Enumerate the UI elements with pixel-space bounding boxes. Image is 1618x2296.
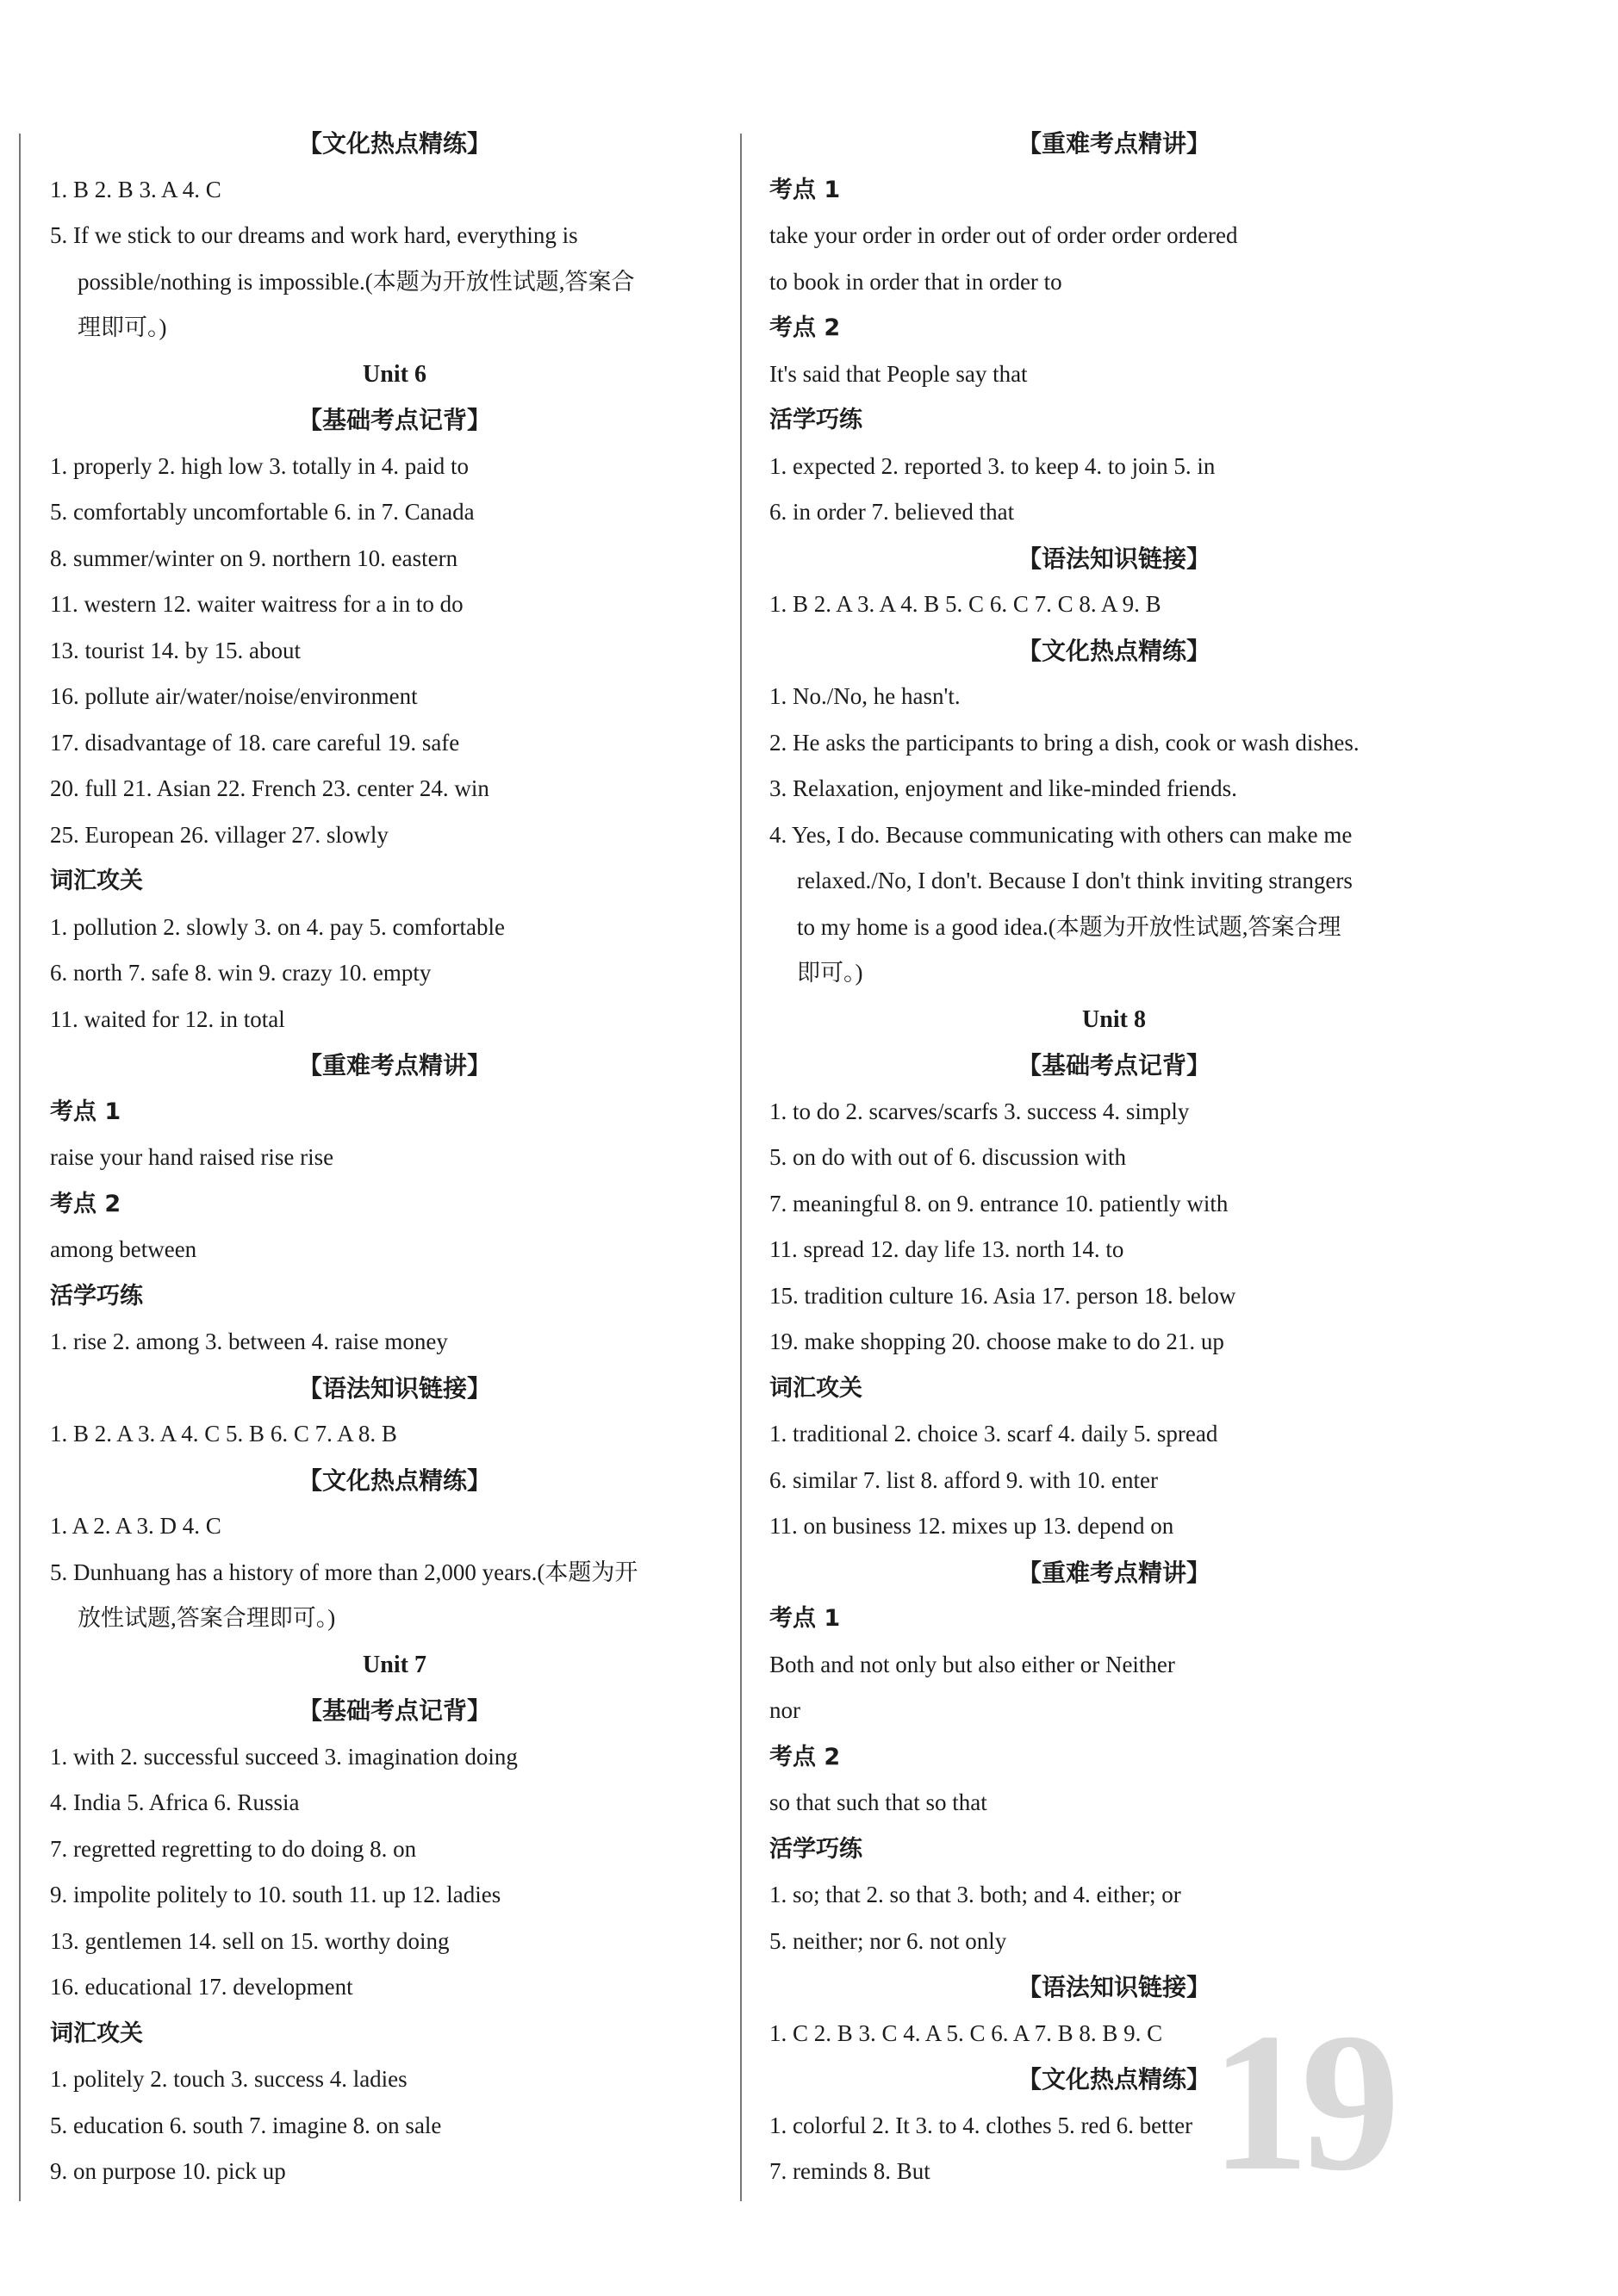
answer-line: 放性试题,答案合理即可。) <box>78 1605 336 1631</box>
answer-line: so that such that so that <box>769 1789 987 1815</box>
answer-line: Both and not only but also either or Neither <box>769 1651 1175 1677</box>
answer-line: 1. to do 2. scarves/scarfs 3. success 4. simply <box>769 1098 1190 1124</box>
subsection-label: 词汇攻关 <box>50 2019 143 2047</box>
answer-line: 理即可。) <box>78 314 167 340</box>
section-heading: 【基础考点记背】 <box>297 1696 491 1725</box>
answer-line: 11. western 12. waiter waitress for a in to do <box>50 591 464 617</box>
answer-line: to my home is a good idea.(本题为开放性试题,答案合理 <box>797 913 1341 940</box>
answer-line: nor <box>769 1697 800 1723</box>
answer-line: 15. tradition culture 16. Asia 17. person 18. below <box>769 1282 1236 1309</box>
answer-line: 16. educational 17. development <box>50 1974 353 2000</box>
subsection-label: 活学巧练 <box>50 1282 143 1310</box>
answer-line: 11. spread 12. day life 13. north 14. to <box>769 1236 1124 1262</box>
answer-line: 5. neither; nor 6. not only <box>769 1927 1007 1954</box>
answer-line: among between <box>50 1236 197 1262</box>
section-heading: 【文化热点精练】 <box>297 129 491 158</box>
subsection-label: 词汇攻关 <box>50 868 143 894</box>
section-heading: 【重难考点精讲】 <box>1017 1558 1210 1587</box>
answer-line: 5. comfortably uncomfortable 6. in 7. Canada <box>50 499 475 525</box>
answer-line: 3. Relaxation, enjoyment and like-minded friends. <box>769 775 1237 801</box>
section-heading: 【文化热点精练】 <box>1017 2065 1210 2094</box>
subsection-label: 考点 1 <box>769 1605 841 1632</box>
answer-line: 1. No./No, he hasn't. <box>769 683 961 709</box>
answer-line: 5. education 6. south 7. imagine 8. on sale <box>50 2112 442 2138</box>
section-heading: 【文化热点精练】 <box>297 1465 491 1495</box>
section-heading: 【基础考点记背】 <box>1017 1051 1210 1080</box>
answer-line: 16. pollute air/water/noise/environment <box>50 683 418 709</box>
answer-line: possible/nothing is impossible.(本题为开放性试题,答案合 <box>78 268 635 295</box>
answer-line: 11. on business 12. mixes up 13. depend on <box>769 1513 1174 1539</box>
subsection-label: 活学巧练 <box>769 1835 862 1863</box>
answer-line: 即可。) <box>797 960 863 986</box>
answer-line: 2. He asks the participants to bring a dish, cook or wash dishes. <box>769 729 1360 756</box>
section-heading: 【语法知识链接】 <box>1017 1973 1210 2001</box>
answer-line: 1. C 2. B 3. C 4. A 5. C 6. A 7. B 8. B 9. C <box>769 2019 1163 2046</box>
subsection-label: 活学巧练 <box>769 407 862 433</box>
answer-line: 1. politely 2. touch 3. success 4. ladies <box>50 2066 408 2092</box>
answer-line: 9. on purpose 10. pick up <box>50 2158 286 2184</box>
answer-line: 1. rise 2. among 3. between 4. raise money <box>50 1328 448 1354</box>
answer-line: 1. B 2. B 3. A 4. C <box>50 176 221 202</box>
unit-title: Unit 7 <box>363 1651 426 1678</box>
answer-line: 1. so; that 2. so that 3. both; and 4. either; or <box>769 1882 1181 1907</box>
section-heading: 【语法知识链接】 <box>297 1373 491 1403</box>
answer-line: 7. meaningful 8. on 9. entrance 10. patiently with <box>769 1190 1229 1216</box>
answer-line: 13. tourist 14. by 15. about <box>50 637 301 663</box>
answer-line: 5. If we stick to our dreams and work hard, everything is <box>50 222 578 248</box>
answer-line: 1. A 2. A 3. D 4. C <box>50 1513 221 1539</box>
answer-line: 5. Dunhuang has a history of more than 2,000 years.(本题为开 <box>50 1559 638 1585</box>
subsection-label: 考点 1 <box>769 176 841 203</box>
middle-column-rule <box>740 134 742 2201</box>
answer-line: 4. India 5. Africa 6. Russia <box>50 1789 300 1815</box>
answer-line: 20. full 21. Asian 22. French 23. center 24. win <box>50 775 489 801</box>
section-heading: 【基础考点记背】 <box>297 406 491 434</box>
answer-line: 1. B 2. A 3. A 4. B 5. C 6. C 7. C 8. A 9. B <box>769 591 1161 617</box>
unit-title: Unit 8 <box>1082 1005 1146 1033</box>
answer-line: 5. on do with out of 6. discussion with <box>769 1144 1127 1170</box>
answer-line: take your order in order out of order order ordered <box>769 222 1238 248</box>
answer-line: 6. north 7. safe 8. win 9. crazy 10. empty <box>50 960 432 986</box>
answer-line: 1. colorful 2. It 3. to 4. clothes 5. red 6. better <box>769 2112 1193 2138</box>
answer-line: 7. regretted regretting to do doing 8. on <box>50 1835 417 1862</box>
answer-line: raise your hand raised rise rise <box>50 1144 334 1170</box>
subsection-label: 考点 2 <box>769 1743 841 1770</box>
right-answer-column <box>769 121 1459 2195</box>
section-heading: 【重难考点精讲】 <box>297 1051 491 1080</box>
answer-line: 6. similar 7. list 8. afford 9. with 10. enter <box>769 1466 1158 1493</box>
answer-line: 11. waited for 12. in total <box>50 1005 285 1032</box>
section-heading: 【文化热点精练】 <box>1017 636 1210 665</box>
answer-line: 1. with 2. successful succeed 3. imagination doing <box>50 1743 518 1770</box>
answer-line: 1. traditional 2. choice 3. scarf 4. daily 5. spread <box>769 1421 1218 1447</box>
answer-line: It's said that People say that <box>769 360 1028 387</box>
answer-line: 7. reminds 8. But <box>769 2158 930 2184</box>
subsection-label: 考点 2 <box>50 1190 121 1217</box>
answer-line: 6. in order 7. believed that <box>769 499 1015 525</box>
left-answer-column <box>50 121 739 2195</box>
section-heading: 【重难考点精讲】 <box>1017 129 1210 158</box>
answer-line: 1. expected 2. reported 3. to keep 4. to join 5. in <box>769 452 1216 479</box>
unit-title: Unit 6 <box>363 360 426 388</box>
answer-line: 9. impolite politely to 10. south 11. up 12. ladies <box>50 1882 501 1907</box>
answer-line: 17. disadvantage of 18. care careful 19. safe <box>50 729 460 756</box>
answer-line: 1. pollution 2. slowly 3. on 4. pay 5. comfortable <box>50 913 505 940</box>
section-heading: 【语法知识链接】 <box>1017 544 1210 573</box>
answer-line: 1. properly 2. high low 3. totally in 4. paid to <box>50 452 469 479</box>
answer-line: 13. gentlemen 14. sell on 15. worthy doing <box>50 1927 450 1954</box>
subsection-label: 考点 2 <box>769 314 841 341</box>
answer-line: 8. summer/winter on 9. northern 10. eastern <box>50 544 458 571</box>
answer-line: relaxed./No, I don't. Because I don't think inviting strangers <box>797 868 1353 893</box>
answer-line: to book in order that in order to <box>769 268 1062 295</box>
answer-line: 25. European 26. villager 27. slowly <box>50 821 389 848</box>
subsection-label: 考点 1 <box>50 1098 121 1125</box>
answer-line: 19. make shopping 20. choose make to do 21. up <box>769 1328 1224 1354</box>
left-column-rule <box>19 134 21 2201</box>
subsection-label: 词汇攻关 <box>769 1374 862 1402</box>
answer-line: 1. B 2. A 3. A 4. C 5. B 6. C 7. A 8. B <box>50 1421 397 1447</box>
answer-line: 4. Yes, I do. Because communicating with others can make me <box>769 821 1353 848</box>
page-number: 19 <box>1210 1992 1391 2212</box>
